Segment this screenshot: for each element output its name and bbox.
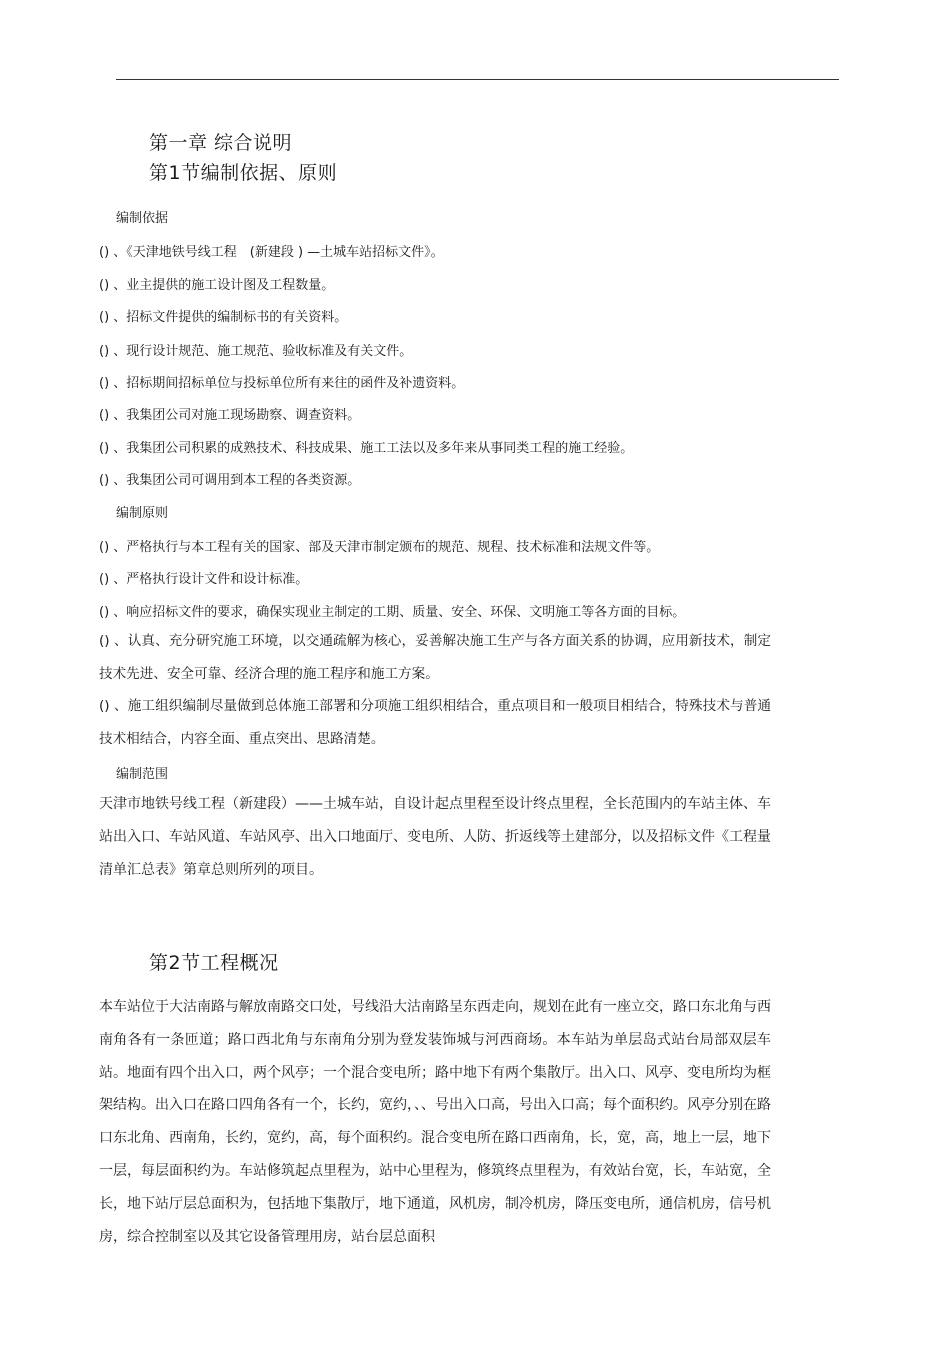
overview-paragraph: 本车站位于大沽南路与解放南路交口处，号线沿大沽南路呈东西走向，规划在此有一座立交，路口东北角与西南角各有一条匝道；路口西北角与东南角分别为登发装饰城与河西商场。本车站为单层岛式站台局部双层车站。地面有四个出入口，两个风亭；一个混合变电所；路中地下有两个集散厅。出入口、风亭、变电所均为框架结构。出入口在路口四角各有一个，长约，宽约，、、号出入口高，号出入口高；每个面积约。风亭分别在路口东北角、西南角，长约，宽约，高，每个面积约。混合变电所在路口西南角，长，宽，高，地上一层，地下一层，每层面积约为。车站修筑起点里程为，站中心里程为，修筑终点里程为，有效站台宽，长，车站宽，全长，地下站厅层总面积为，包括地下集散厅，地下通道，风机房，制冷机房，降压变电所，通信机房，信号机房，综合控制室以及其它设备管理用房，站台层总面积 [99, 999, 771, 1245]
section-2-title: 第2节工程概况 [149, 952, 279, 974]
principle-heading: 编制原则 [116, 506, 169, 521]
basis-item: () 、现行设计规范、施工规范、验收标准及有关文件。 [99, 344, 413, 359]
principle-paragraph: () 、认真、充分研究施工环境，以交通疏解为核心，妥善解决施工生产与各方面关系的协调，应用新技术，制定技术先进、安全可靠、经济合理的施工程序和施工方案。 [99, 633, 771, 682]
header-rule [116, 79, 839, 80]
principle-item: () 、严格执行与本工程有关的国家、部及天津市制定颁布的规范、规程、技术标准和法规文件等。 [99, 540, 660, 555]
basis-item: () 、业主提供的施工设计图及工程数量。 [99, 278, 335, 293]
section-1-title: 第1节编制依据、原则 [149, 162, 338, 184]
basis-heading: 编制依据 [116, 211, 169, 226]
basis-item: () 、我集团公司可调用到本工程的各类资源。 [99, 473, 361, 488]
principle-item: () 、严格执行设计文件和设计标准。 [99, 572, 309, 587]
basis-item: () 、我集团公司对施工现场勘察、调查资料。 [99, 408, 361, 423]
basis-item: () 、招标期间招标单位与投标单位所有来往的函件及补遗资料。 [99, 376, 465, 391]
basis-item: () 、我集团公司积累的成熟技术、科技成果、施工工法以及多年来从事同类工程的施工经验。 [99, 441, 634, 456]
scope-paragraph: 天津市地铁号线工程（新建段）——土城车站，自设计起点里程至设计终点里程，全长范围内的车站主体、车站出入口、车站风道、车站风亭、出入口地面厅、变电所、人防、折返线等土建部分，以及招标文件《工程量清单汇总表》第章总则所列的项目。 [99, 796, 771, 878]
principle-paragraph: () 、施工组织编制尽量做到总体施工部署和分项施工组织相结合，重点项目和一般项目相结合，特殊技术与普通技术相结合，内容全面、重点突出、思路清楚。 [99, 698, 771, 747]
basis-item: () 、招标文件提供的编制标书的有关资料。 [99, 310, 348, 325]
chapter-title: 第一章 综合说明 [149, 132, 293, 154]
scope-heading: 编制范围 [116, 767, 169, 782]
principle-item: () 、响应招标文件的要求，确保实现业主制定的工期、质量、安全、环保、文明施工等各方面的目标。 [99, 605, 686, 620]
basis-item: () 、《天津地铁号线工程 (新建段 ) —土城车站招标文件》。 [99, 245, 444, 260]
